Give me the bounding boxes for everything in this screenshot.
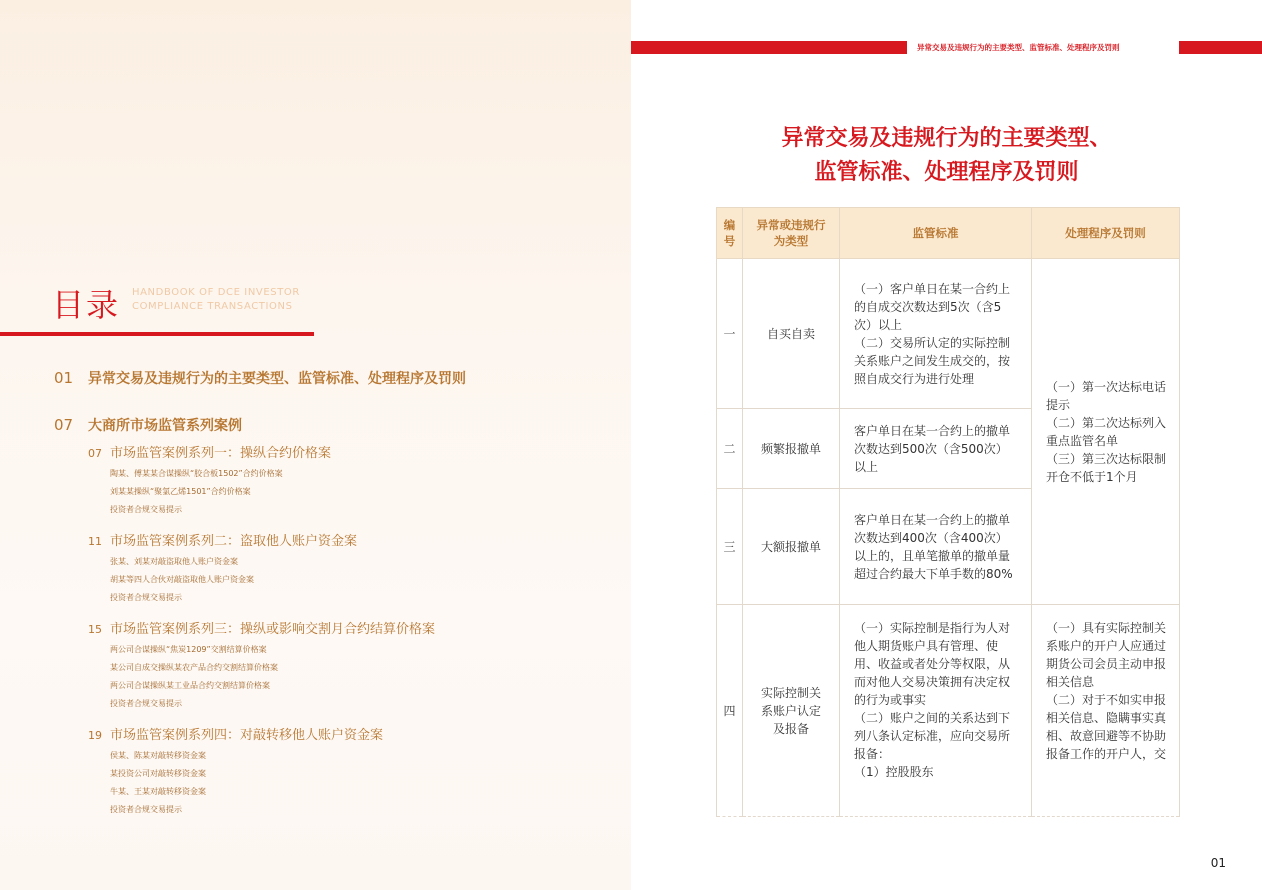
cell-standard: （一）实际控制是指行为人对他人期货账户具有管理、使用、收益或者处分等权限，从而对他人交易决策拥有决定权的行为或事实 （二）账户之间的关系达到下列八条认定标准，应向交易所报备： （1）控股股东 bbox=[840, 605, 1032, 817]
toc-group-page: 07 bbox=[88, 447, 102, 460]
toc-subitem[interactable]: 某公司自成交操纵某农产品合约交割结算价格案 bbox=[110, 663, 278, 672]
header-penalty: 处理程序及罚则 bbox=[1032, 208, 1180, 259]
toc-group-heading[interactable] bbox=[88, 619, 614, 641]
toc-group-series-2 bbox=[88, 531, 614, 607]
cell-standard: （一）客户单日在某一合约上的自成交次数达到5次（含5次）以上 （二）交易所认定的实际控制关系账户之间发生成交的，按照自成交行为进行处理 bbox=[840, 259, 1032, 409]
toc-divider bbox=[0, 332, 314, 336]
toc-item-label: 大商所市场监管系列案例 bbox=[88, 418, 242, 434]
cell-type: 频繁报撤单 bbox=[743, 409, 840, 489]
toc-subtitle: HANDBOOK OF DCE INVESTOR COMPLIANCE TRANSACTIONS bbox=[132, 287, 300, 312]
toc-item-number: 01 bbox=[54, 369, 74, 387]
header-bar-right bbox=[1179, 41, 1262, 54]
toc-subitem[interactable]: 胡某等四人合伙对敲盗取他人账户资金案 bbox=[110, 575, 254, 584]
toc-list bbox=[54, 368, 614, 831]
toc-subitem[interactable]: 张某、刘某对敲盗取他人账户资金案 bbox=[110, 557, 238, 566]
toc-subitem[interactable]: 刘某某操纵“聚氯乙烯1501”合约价格案 bbox=[110, 487, 251, 496]
page-number: 01 bbox=[1210, 856, 1226, 870]
toc-item-number: 07 bbox=[54, 416, 74, 434]
cell-type: 实际控制关系账户认定及报备 bbox=[743, 605, 840, 817]
toc-group-series-3 bbox=[88, 619, 614, 713]
toc-subitem[interactable]: 牛某、王某对敲转移资金案 bbox=[110, 787, 206, 796]
cell-no: 四 bbox=[717, 605, 743, 817]
table-row bbox=[717, 605, 1180, 817]
toc-subitem[interactable]: 投资者合规交易提示 bbox=[110, 805, 182, 814]
toc-group-page: 11 bbox=[88, 535, 102, 548]
header-standard: 监管标准 bbox=[840, 208, 1032, 259]
toc-title: 目录 bbox=[52, 286, 121, 324]
table-row bbox=[717, 259, 1180, 409]
cell-standard: 客户单日在某一合约上的撤单次数达到400次（含400次）以上的，且单笔撤单的撤单量超过合约最大下单手数的80% bbox=[840, 489, 1032, 605]
cell-no: 二 bbox=[717, 409, 743, 489]
header-bar-left bbox=[631, 41, 907, 54]
toc-subitem[interactable]: 两公司合谋操纵某工业品合约交割结算价格案 bbox=[110, 681, 270, 690]
toc-subitem[interactable]: 某投资公司对敲转移资金案 bbox=[110, 769, 206, 778]
cell-type: 大额报撤单 bbox=[743, 489, 840, 605]
toc-group-series-1 bbox=[88, 443, 614, 519]
toc-group-label: 市场监管案例系列三：操纵或影响交割月合约结算价格案 bbox=[110, 622, 436, 637]
toc-subitem[interactable]: 陶某、傅某某合谋操纵“胶合板1502”合约价格案 bbox=[110, 469, 283, 478]
rules-table bbox=[716, 207, 1180, 817]
toc-group-heading[interactable] bbox=[88, 531, 614, 553]
toc-group-heading[interactable] bbox=[88, 443, 614, 465]
toc-item-07[interactable] bbox=[54, 415, 614, 435]
toc-subitem[interactable]: 两公司合谋操纵“焦炭1209”交割结算价格案 bbox=[110, 645, 267, 654]
table-header-row bbox=[717, 208, 1180, 259]
header-type: 异常或违规行为类型 bbox=[743, 208, 840, 259]
header-no: 编号 bbox=[717, 208, 743, 259]
toc-item-01[interactable] bbox=[54, 368, 614, 388]
running-header: 异常交易及违规行为的主要类型、监管标准、处理程序及罚则 bbox=[917, 43, 1120, 52]
page-title bbox=[631, 122, 1262, 190]
cell-no: 三 bbox=[717, 489, 743, 605]
page-title-line-1: 异常交易及违规行为的主要类型、 bbox=[781, 126, 1112, 151]
cell-penalty-shared: （一）第一次达标电话提示 （二）第二次达标列入重点监管名单 （三）第三次达标限制开仓不低于1个月 bbox=[1032, 259, 1180, 605]
toc-group-label: 市场监管案例系列二：盗取他人账户资金案 bbox=[110, 534, 358, 549]
cell-standard: 客户单日在某一合约上的撤单次数达到500次（含500次）以上 bbox=[840, 409, 1032, 489]
toc-subitem[interactable]: 侯某、陈某对敲转移资金案 bbox=[110, 751, 206, 760]
toc-subitem[interactable]: 投资者合规交易提示 bbox=[110, 593, 182, 602]
content-page bbox=[631, 0, 1262, 890]
cell-penalty: （一）具有实际控制关系账户的开户人应通过期货公司会员主动申报相关信息 （二）对于不如实申报相关信息、隐瞒事实真相、故意回避等不协助报备工作的开户人，交 bbox=[1032, 605, 1180, 817]
toc-item-label: 异常交易及违规行为的主要类型、监管标准、处理程序及罚则 bbox=[88, 371, 466, 387]
toc-group-page: 19 bbox=[88, 729, 102, 742]
cell-no: 一 bbox=[717, 259, 743, 409]
toc-group-page: 15 bbox=[88, 623, 102, 636]
toc-subitem[interactable]: 投资者合规交易提示 bbox=[110, 699, 182, 708]
toc-subitem[interactable]: 投资者合规交易提示 bbox=[110, 505, 182, 514]
page-title-line-2: 监管标准、处理程序及罚则 bbox=[814, 160, 1079, 185]
toc-group-label: 市场监管案例系列一：操纵合约价格案 bbox=[110, 446, 332, 461]
toc-group-label: 市场监管案例系列四：对敲转移他人账户资金案 bbox=[110, 728, 384, 743]
toc-group-series-4 bbox=[88, 725, 614, 819]
cell-type: 自买自卖 bbox=[743, 259, 840, 409]
toc-group-heading[interactable] bbox=[88, 725, 614, 747]
